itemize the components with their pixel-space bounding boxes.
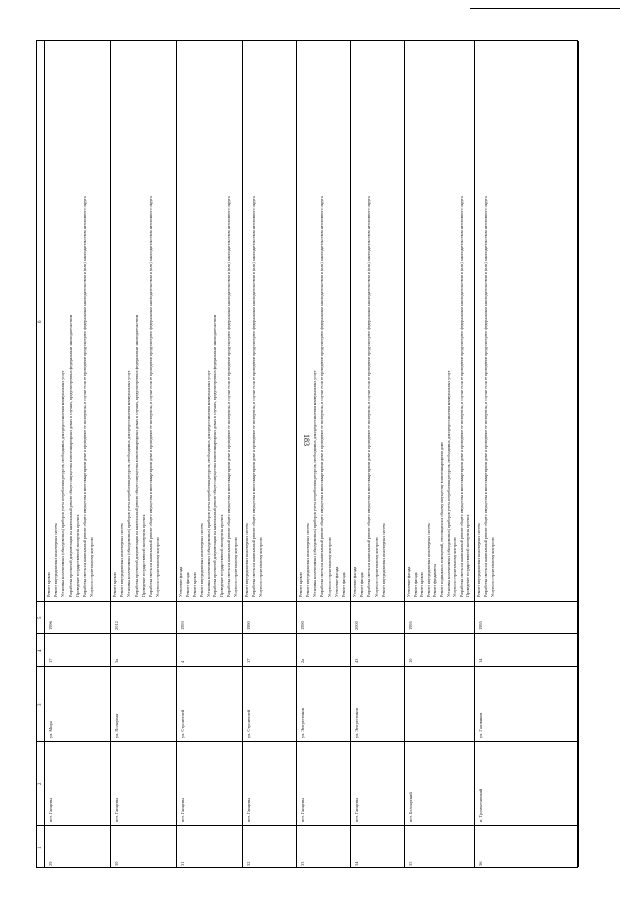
row-number: 33 bbox=[300, 861, 305, 866]
work-item: Ремонт внутридомовых инженерных систем bbox=[381, 523, 386, 597]
work-item: Установка коллективных (общедомовых) приборов учета потребления ресурсов, необходимых для предоставления коммунальных услуг bbox=[446, 370, 451, 597]
work-item: Ремонт фундамента bbox=[433, 564, 438, 597]
work-item: Услуги по строительному контролю bbox=[327, 537, 332, 597]
year-built: 1990 bbox=[300, 621, 305, 630]
work-item: Разработка сметы на капитальный ремонт общего имущества в многоквартирном доме и проведение ее экспертизы, в случае если ее проведение предусмотрено федеральным законодательством и (или) законодательством автономного округа bbox=[252, 196, 257, 597]
work-item: Проведение государственной экспертизы проекта bbox=[75, 514, 80, 597]
table-row bbox=[45, 41, 111, 867]
work-item: Разработка сметы на капитальный ремонт общего имущества в многоквартирном доме и проведение ее экспертизы, в случае если ее проведение предусмотрено федеральным законодательством и (или) законодательством автономного округа bbox=[459, 196, 464, 597]
column-number: 5 bbox=[38, 616, 43, 619]
work-item: Разработка сметы на капитальный ремонт общего имущества в многоквартирном доме и проведение ее экспертизы, в случае если ее проведение предусмотрено федеральным законодательством и (или) законодательством автономного округа bbox=[149, 196, 153, 597]
work-item: Проведение государственной экспертизы проекта bbox=[466, 514, 471, 597]
year-built: 2012 bbox=[114, 621, 119, 630]
work-item: Услуги по строительному контролю bbox=[259, 537, 264, 597]
column-number: 4 bbox=[38, 649, 43, 652]
year-built: 1996 bbox=[48, 621, 53, 630]
work-item: Ремонт кровли bbox=[192, 572, 197, 597]
work-item: Проведение государственной экспертизы проекта bbox=[141, 514, 146, 597]
table-row bbox=[475, 41, 579, 867]
street: ул. Энергетиков bbox=[300, 708, 305, 738]
locality: пгт. Ганцевы bbox=[300, 798, 305, 822]
year-built: 2000 bbox=[354, 621, 359, 630]
work-item: Ремонт фасада bbox=[413, 572, 418, 597]
house-number: 17 bbox=[48, 658, 53, 663]
column-number: 2 bbox=[38, 782, 43, 785]
row-number: 29 bbox=[48, 861, 53, 866]
work-item: Услуги по строительному контролю bbox=[156, 537, 161, 597]
work-item: Ремонт внутридомовых инженерных систем bbox=[477, 523, 481, 597]
row-number: 32 bbox=[246, 861, 251, 866]
work-item: Ремонт кровли bbox=[113, 572, 117, 597]
street: ул. Мира bbox=[48, 721, 53, 738]
locality: пгт. Ганцевы bbox=[114, 798, 119, 822]
table-row bbox=[111, 41, 177, 867]
street: ул. Полярная bbox=[114, 713, 119, 738]
work-item: Ремонт фасада bbox=[341, 572, 346, 597]
work-item: Разработка проектной документации на капитальный ремонт общего имущества в многоквартирных домах в случаях, предусмотренных федеральным законодательством bbox=[68, 314, 73, 597]
year-built: 1995 bbox=[408, 621, 413, 630]
work-item: Установка коллективных (общедомовых) приборов учета потребления ресурсов, необходимых для предоставления коммунальных услуг bbox=[127, 370, 132, 597]
column-number: 6 bbox=[38, 320, 43, 323]
work-item: Разработка сметы на капитальный ремонт общего имущества в многоквартирном доме и проведение ее экспертизы, в случае если ее проведение предусмотрено федеральным законодательством и (или) законодательством автономного округа bbox=[227, 196, 232, 597]
house-number: 10 bbox=[408, 658, 413, 663]
work-item: Установка коллективных (общедомовых) приборов учета потребления ресурсов, необходимых для предоставления коммунальных услуг bbox=[206, 370, 211, 597]
year-built: 1993 bbox=[180, 621, 185, 630]
locality: пгт. Белоярский bbox=[408, 792, 413, 822]
house-number: 2а bbox=[300, 658, 305, 663]
top-rule bbox=[470, 8, 620, 9]
row-number: 31 bbox=[180, 861, 185, 866]
work-item: Услуги по строительному контролю bbox=[491, 537, 496, 597]
work-item: Ремонт внутридомовых инженерных систем bbox=[306, 523, 311, 597]
work-item: Разработка сметы на капитальный ремонт общего имущества в многоквартирном доме и проведение ее экспертизы, в случае если ее проведение предусмотрено федеральным законодательством и (или) законодательством автономного округа bbox=[83, 196, 87, 597]
street: ул. Строителей bbox=[246, 709, 251, 738]
work-item: Утепление фасада bbox=[334, 566, 339, 597]
row-number: 35 bbox=[408, 861, 413, 866]
column-number: 1 bbox=[38, 846, 43, 849]
row-number: 34 bbox=[354, 861, 359, 866]
table-row bbox=[351, 41, 405, 867]
work-item: Утепление фасада bbox=[179, 566, 183, 597]
work-item: Ремонт внутридомовых инженерных систем bbox=[426, 523, 431, 597]
house-number: 14 bbox=[478, 658, 483, 663]
row-number: 30 bbox=[114, 861, 119, 866]
work-item: Утепление фасада bbox=[407, 566, 411, 597]
street: ул. Энергетиков bbox=[354, 708, 359, 738]
locality: пгт. Ганцевы bbox=[246, 798, 251, 822]
locality: пгт. Ганцевы bbox=[354, 798, 359, 822]
house-number: 43 bbox=[354, 658, 359, 663]
street: ул. Строителей bbox=[180, 709, 185, 738]
house-number: 17 bbox=[246, 658, 251, 663]
work-item: Ремонт внутридомовых инженерных систем bbox=[245, 523, 249, 597]
work-item: Ремонт внутридомовых инженерных систем bbox=[120, 523, 125, 597]
work-item: Услуги по строительному контролю bbox=[234, 537, 239, 597]
work-item: Ремонт кровли bbox=[299, 572, 303, 597]
house-number: 3а bbox=[114, 658, 119, 663]
page-number: 183 bbox=[302, 434, 311, 446]
work-item: Разработка проектной документации на капитальный ремонт общего имущества в многоквартирных домах в случаях, предусмотренных федеральным законодательством bbox=[134, 314, 139, 597]
work-item: Ремонт фасада bbox=[360, 572, 365, 597]
work-item: Ремонт фасада bbox=[185, 572, 190, 597]
work-item: Разработка сметы на капитальный ремонт общего имущества в многоквартирном доме и проведение ее экспертизы, в случае если ее проведение предусмотрено федеральным законодательством и (или) законодательством автономного округа bbox=[320, 196, 325, 597]
work-item: Услуги по строительному контролю bbox=[90, 537, 95, 597]
row-number: 36 bbox=[478, 861, 483, 866]
work-item: Услуги по строительному контролю bbox=[453, 537, 458, 597]
work-item: Разработка сметы на капитальный ремонт общего имущества в многоквартирном доме и проведение ее экспертизы, в случае если ее проведение предусмотрено федеральным законодательством и (или) законодательством автономного округа bbox=[367, 196, 372, 597]
work-item: Ремонт кровли bbox=[47, 572, 51, 597]
locality: п. Тромъеганский bbox=[478, 788, 483, 822]
work-item: Утепление фасада bbox=[353, 566, 357, 597]
year-built: 1990 bbox=[246, 621, 251, 630]
locality: пгт. Ганцевы bbox=[180, 798, 185, 822]
column-number-header bbox=[37, 41, 45, 867]
work-item: Ремонт внутридомовых инженерных систем bbox=[54, 523, 59, 597]
work-item: Ремонт подвальных помещений, относящихся к общему имуществу в многоквартирном доме bbox=[440, 442, 444, 597]
house-number: 4 bbox=[180, 660, 185, 663]
street: ул. Газовиков bbox=[478, 712, 483, 738]
work-item: Разработка сметы на капитальный ремонт общего имущества в многоквартирном доме и проведение ее экспертизы, в случае если ее проведение предусмотрено федеральным законодательством и (или) законодательством автономного округа bbox=[484, 196, 489, 597]
work-item: Разработка проектной документации на капитальный ремонт общего имущества в многоквартирных домах в случаях, предусмотренных федеральным законодательством bbox=[213, 314, 218, 597]
works-table bbox=[36, 40, 578, 868]
locality: пгт. Ганцевы bbox=[48, 798, 53, 822]
work-item: Установка коллективных (общедомовых) приборов учета потребления ресурсов, необходимых для предоставления коммунальных услуг bbox=[313, 370, 318, 597]
column-number: 3 bbox=[38, 703, 43, 706]
work-item: Установка коллективных (общедомовых) приборов учета потребления ресурсов, необходимых для предоставления коммунальных услуг bbox=[61, 370, 66, 597]
work-item: Проведение государственной экспертизы проекта bbox=[220, 514, 225, 597]
work-item: Ремонт кровли bbox=[420, 572, 425, 597]
year-built: 1995 bbox=[478, 621, 483, 630]
work-item: Услуги по строительному контролю bbox=[374, 537, 379, 597]
work-item: Ремонт внутридомовых инженерных систем bbox=[199, 523, 204, 597]
